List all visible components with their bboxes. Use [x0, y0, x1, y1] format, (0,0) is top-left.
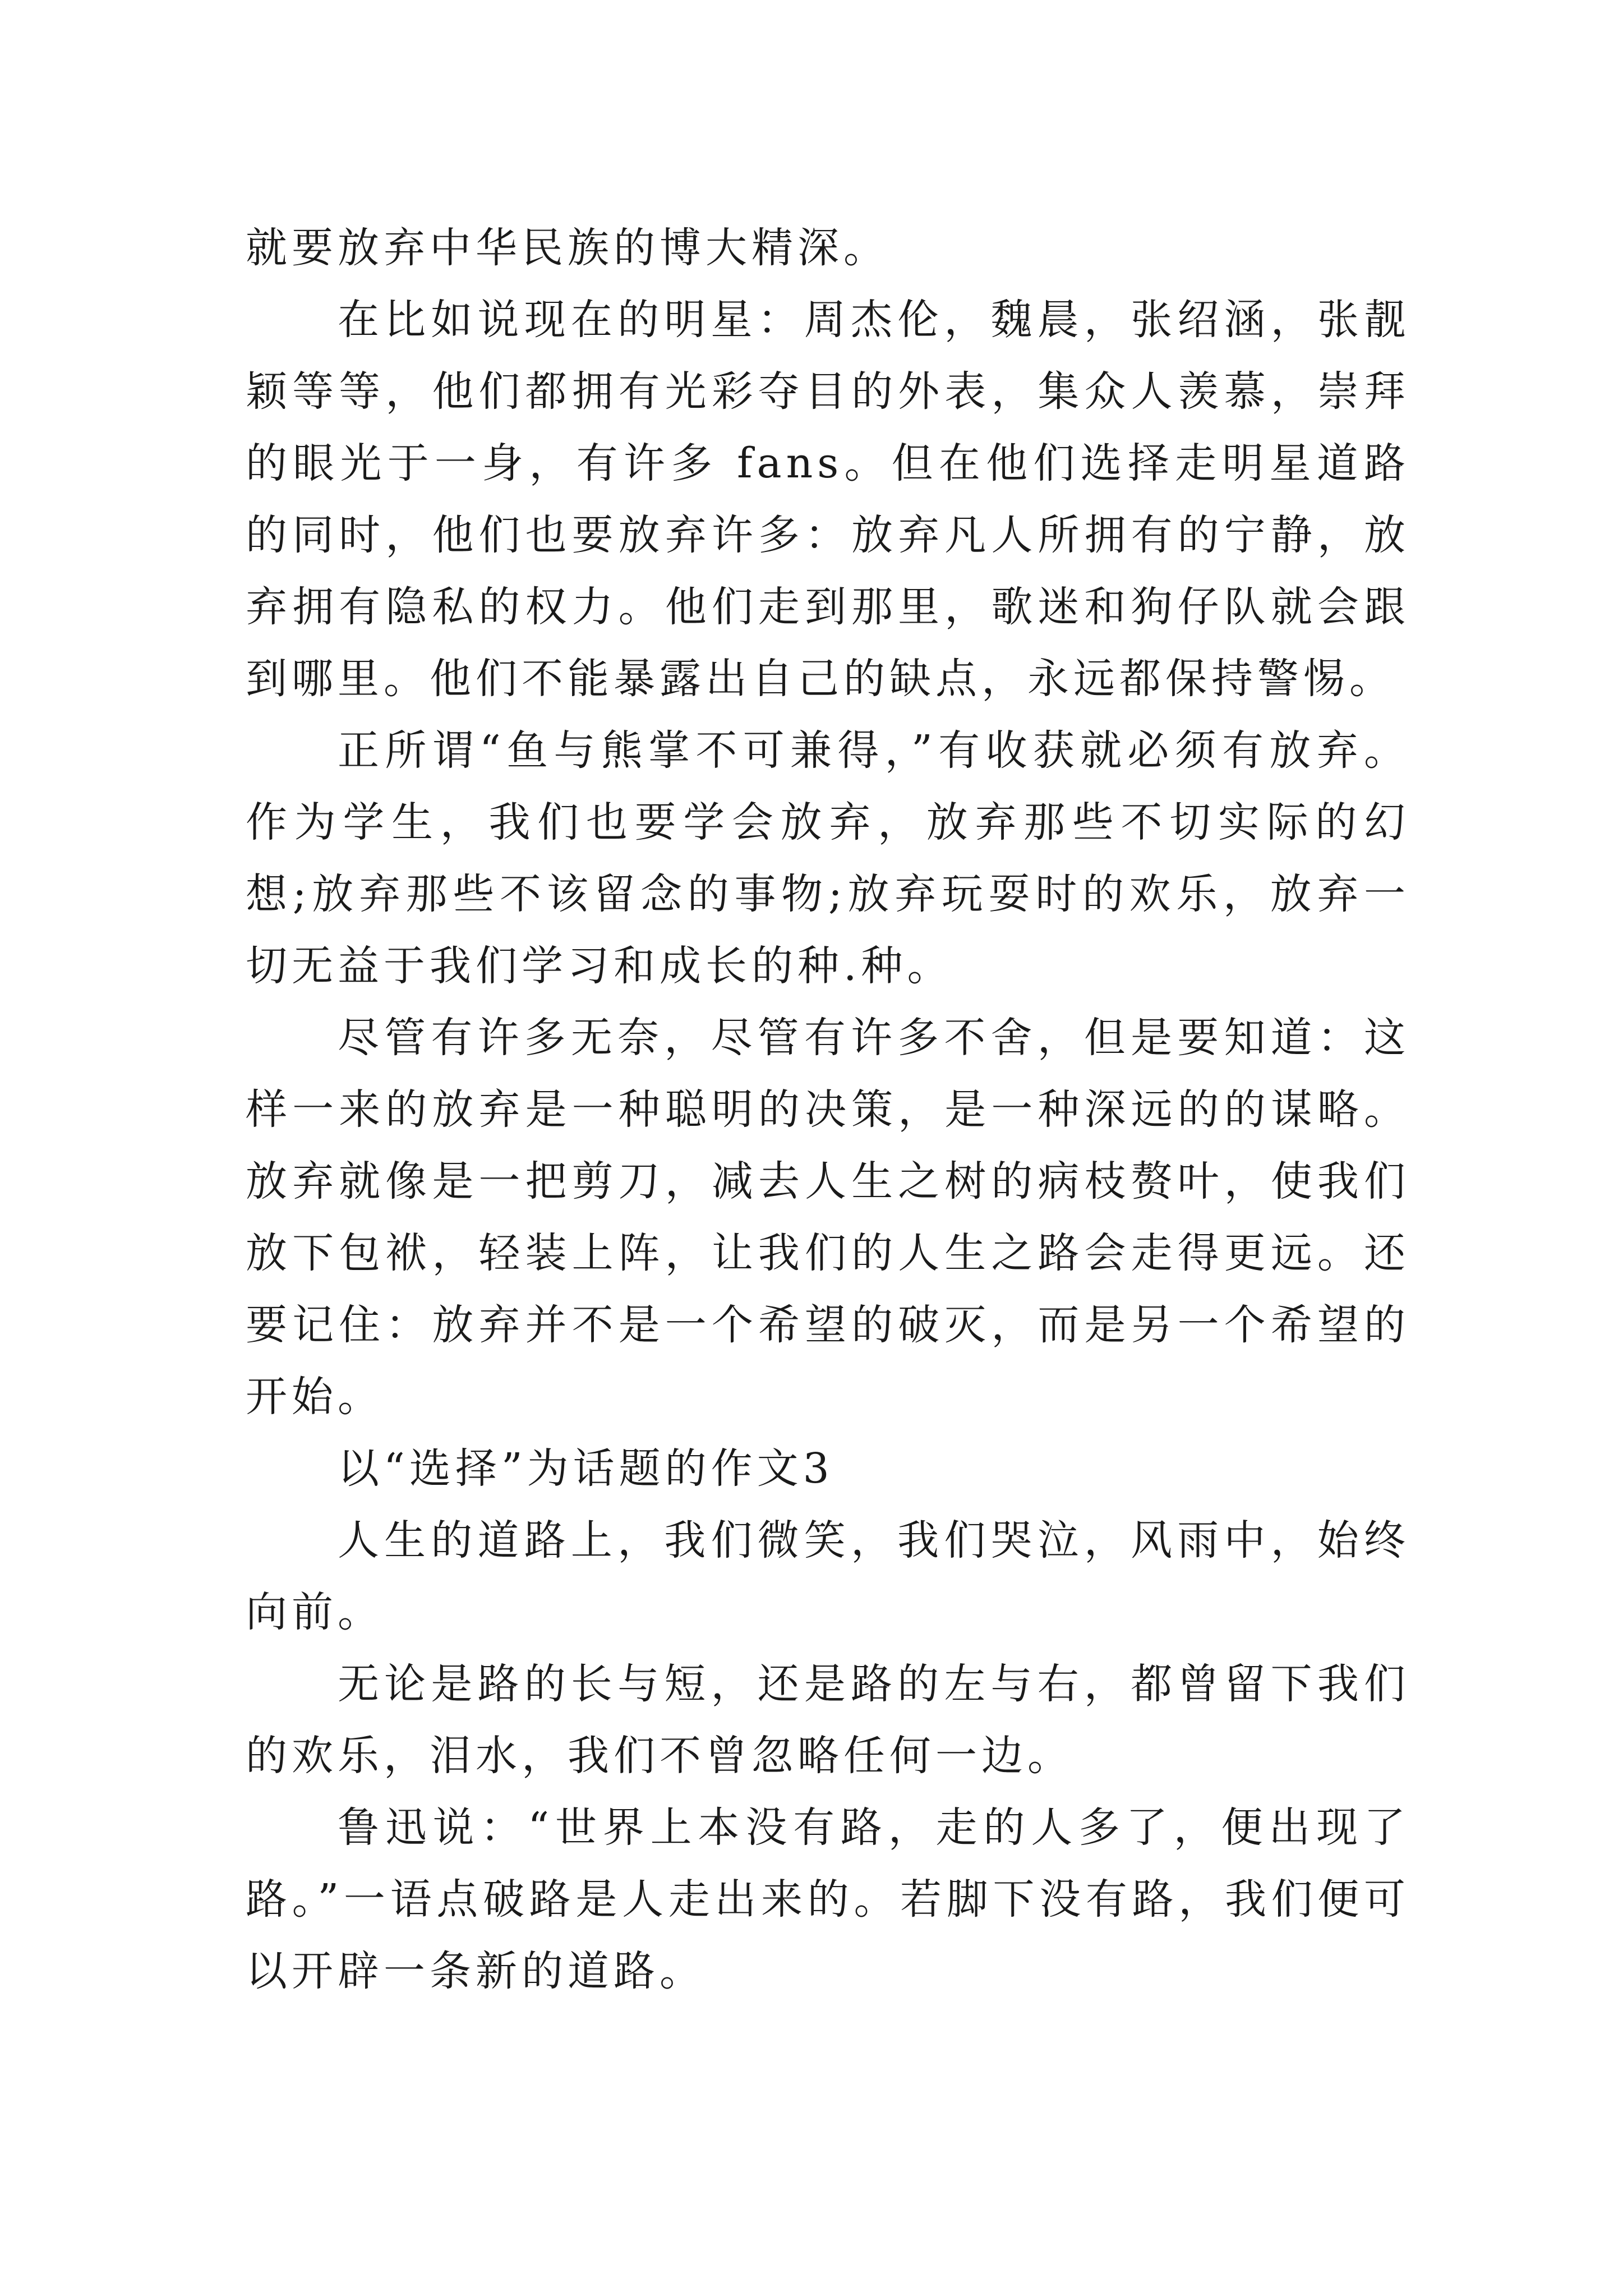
paragraph-celebrities: 在比如说现在的明星：周杰伦，魏晨，张绍涵，张靓颖等等，他们都拥有光彩夺目的外表，集众人羡慕，崇拜的眼光于一身，有许多 fans。但在他们选择走明星道路的同时，他们也要放弃许多：放弃凡人所拥有的宁静，放弃拥有隐私的权力。他们走到那里，歌迷和狗仔队就会跟到哪里。他们不能暴露出自己的缺点，永远都保持警惕。 [246, 296, 1410, 703]
paragraph-continuation: 就要放弃中华民族的博大精深。 [246, 224, 889, 272]
paragraph-fish-and-bear-paw: 正所谓“鱼与熊掌不可兼得，”有收获就必须有放弃。作为学生，我们也要学会放弃，放弃那些不切实际的幻想;放弃那些不该留念的事物;放弃玩耍时的欢乐，放弃一切无益于我们学习和成长的种.种。 [246, 726, 1410, 990]
paragraph-life-road: 人生的道路上，我们微笑，我们哭泣，风雨中，始终向前。 [246, 1516, 1410, 1636]
paragraph-lu-xun-quote: 鲁迅说：“世界上本没有路，走的人多了，便出现了路。”一语点破路是人走出来的。若脚下没有路，我们便可以开辟一条新的道路。 [246, 1803, 1410, 1995]
paragraph-long-short-road: 无论是路的长与短，还是路的左与右，都曾留下我们的欢乐，泪水，我们不曾忽略任何一边。 [246, 1660, 1410, 1780]
paragraph-wise-decision: 尽管有许多无奈，尽管有许多不舍，但是要知道：这样一来的放弃是一种聪明的决策，是一种深远的的谋略。放弃就像是一把剪刀，减去人生之树的病枝赘叶，使我们放下包袱，轻装上阵，让我们的人生之路会走得更远。还要记住：放弃并不是一个希望的破灭，而是另一个希望的开始。 [246, 1014, 1410, 1421]
essay-heading: 以“选择”为话题的作文3 [338, 1444, 834, 1493]
document-body [246, 212, 1410, 2007]
